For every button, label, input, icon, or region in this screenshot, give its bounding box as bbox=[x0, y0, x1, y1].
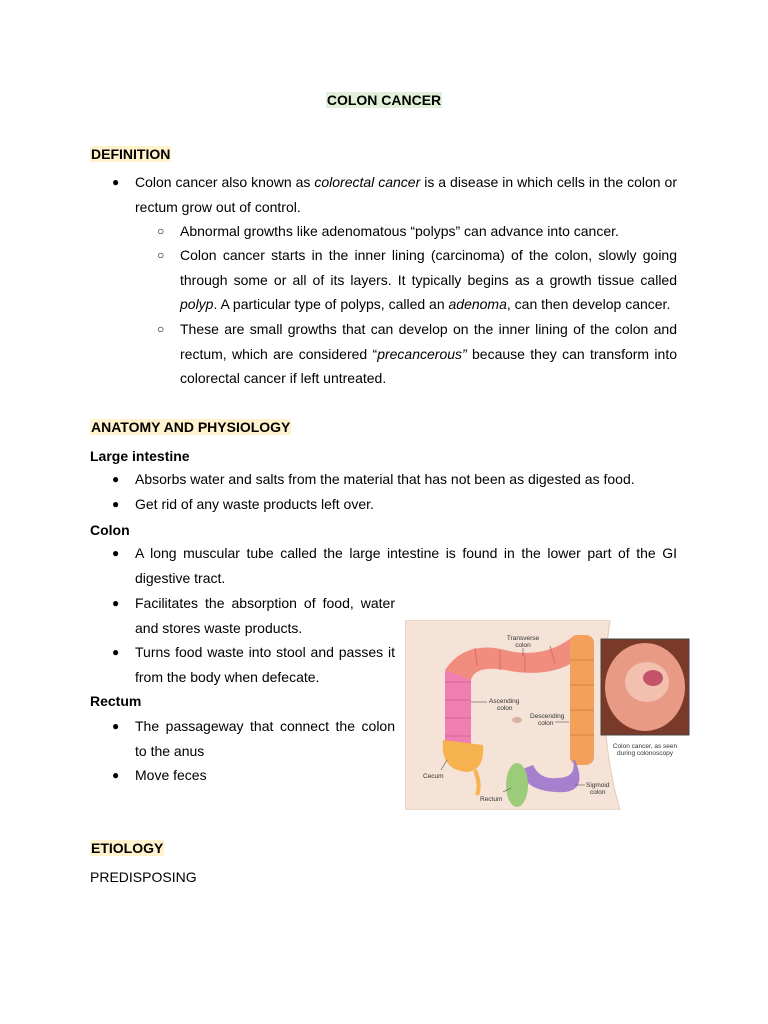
list-item: ● A long muscular tube called the large intestine is found in the lower part of the GI digestive tract. bbox=[135, 541, 677, 590]
predisposing-label: PREDISPOSING bbox=[90, 869, 197, 885]
list-item: ● The passageway that connect the colon to the anus bbox=[135, 714, 395, 763]
bullet-dot: ● bbox=[112, 472, 120, 486]
label-descending-2: colon bbox=[538, 720, 554, 727]
bullet-dot: ● bbox=[112, 175, 120, 189]
bullet-dot: ● bbox=[112, 596, 120, 610]
label-cecum: Cecum bbox=[423, 773, 444, 780]
list-item: ● Absorbs water and salts from the material that has not been as digested as food. bbox=[135, 467, 677, 492]
definition-subbullet-3: ○ These are small growths that can develop on the inner lining of the colon and rectum, which are considered “precancerous” because they can transform into colorectal cancer if left untreated. bbox=[180, 317, 677, 391]
bullet-dot: ● bbox=[112, 546, 120, 560]
label-descending: Descending bbox=[530, 713, 565, 720]
list-item: ● Move feces bbox=[135, 763, 395, 788]
label-sigmoid: Sigmoid bbox=[586, 782, 610, 789]
descending-colon bbox=[570, 635, 594, 765]
inset-caption-2: during colonoscopy bbox=[616, 750, 674, 757]
rectum-label: Rectum bbox=[90, 693, 142, 709]
label-sigmoid-2: colon bbox=[590, 789, 606, 796]
list-item: ● Get rid of any waste products left over. bbox=[135, 492, 677, 517]
large-intestine-label: Large intestine bbox=[90, 448, 190, 464]
colon-anatomy-illustration bbox=[405, 620, 690, 810]
label-transverse-2: colon bbox=[515, 642, 531, 649]
definition-heading: DEFINITION bbox=[91, 146, 171, 162]
list-item: ● Facilitates the absorption of food, water and stores waste products. bbox=[135, 591, 395, 640]
etiology-heading: ETIOLOGY bbox=[91, 840, 164, 856]
label-transverse: Transverse bbox=[506, 635, 540, 642]
navel bbox=[512, 717, 522, 723]
bullet-dot: ● bbox=[112, 768, 120, 782]
inset-caption-1: Colon cancer, as seen bbox=[612, 743, 678, 750]
list-item: ● Turns food waste into stool and passes it from the body when defecate. bbox=[135, 640, 395, 689]
definition-subbullet-1: ○ Abnormal growths like adenomatous “polyps” can advance into cancer. bbox=[180, 219, 677, 244]
colon-label: Colon bbox=[90, 522, 130, 538]
bullet-circle: ○ bbox=[157, 224, 165, 238]
anatomy-heading: ANATOMY AND PHYSIOLOGY bbox=[91, 419, 291, 435]
bullet-dot: ● bbox=[112, 645, 120, 659]
bullet-circle: ○ bbox=[157, 248, 165, 262]
colon-anatomy-figure bbox=[405, 620, 690, 810]
definition-bullet-1: ● Colon cancer also known as colorectal cancer is a disease in which cells in the colon or rectum grow out of control. bbox=[135, 170, 677, 219]
label-ascending-2: colon bbox=[497, 705, 513, 712]
definition-subbullet-2: ○ Colon cancer starts in the inner lining (carcinoma) of the colon, slowly going through some or all of its layers. It typically begins as a growth tissue called polyp. A particular type of polyps, called an adenoma, can then develop cancer. bbox=[180, 243, 677, 317]
bullet-dot: ● bbox=[112, 719, 120, 733]
bullet-circle: ○ bbox=[157, 322, 165, 336]
label-rectum: Rectum bbox=[480, 796, 503, 803]
bullet-dot: ● bbox=[112, 497, 120, 511]
rectum-shape bbox=[506, 763, 528, 807]
page-title: COLON CANCER bbox=[326, 92, 442, 108]
label-ascending: Ascending bbox=[489, 698, 520, 705]
